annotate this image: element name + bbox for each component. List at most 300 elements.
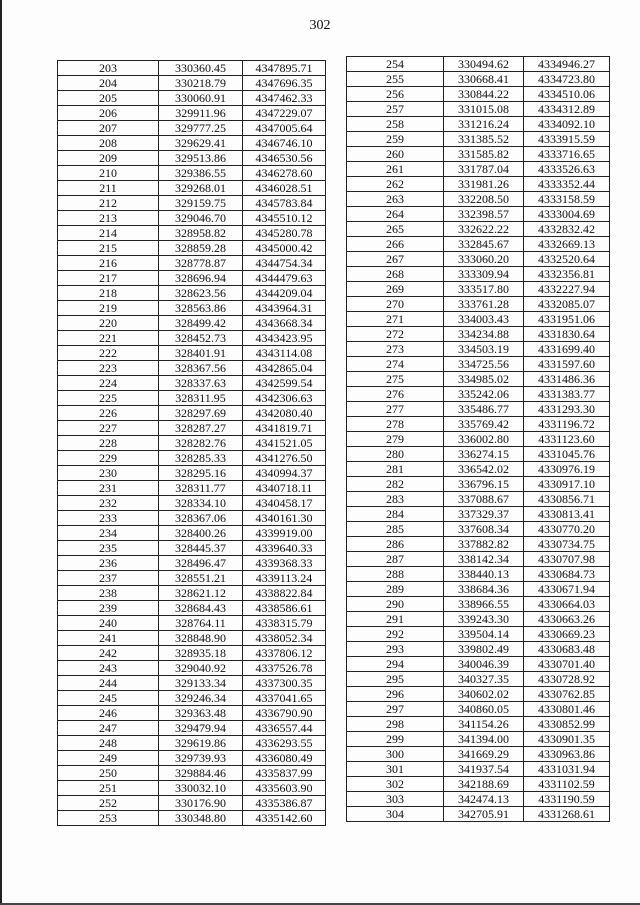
x-coordinate-cell: 328452.73 xyxy=(159,331,243,346)
point-number-cell: 282 xyxy=(347,477,444,492)
x-coordinate-cell: 333060.20 xyxy=(444,252,524,267)
table-row xyxy=(347,207,610,222)
point-number-cell: 275 xyxy=(347,372,444,387)
x-coordinate-cell: 330176.90 xyxy=(159,796,243,811)
table-row xyxy=(58,406,326,421)
y-coordinate-cell: 4330901.35 xyxy=(524,732,610,747)
y-coordinate-cell: 4334946.27 xyxy=(524,57,610,72)
table-row xyxy=(347,402,610,417)
x-coordinate-cell: 339243.30 xyxy=(444,612,524,627)
table-row xyxy=(347,312,610,327)
x-coordinate-cell: 328367.56 xyxy=(159,361,243,376)
table-row xyxy=(58,451,326,466)
x-coordinate-cell: 329884.46 xyxy=(159,766,243,781)
x-coordinate-cell: 340602.02 xyxy=(444,687,524,702)
point-number-cell: 298 xyxy=(347,717,444,732)
y-coordinate-cell: 4331031.94 xyxy=(524,762,610,777)
table-row xyxy=(347,267,610,282)
coordinate-table-left xyxy=(57,60,326,826)
table-row xyxy=(58,226,326,241)
x-coordinate-cell: 333309.94 xyxy=(444,267,524,282)
table-row xyxy=(58,316,326,331)
table-row xyxy=(58,721,326,736)
y-coordinate-cell: 4335142.60 xyxy=(243,811,326,826)
y-coordinate-cell: 4332832.42 xyxy=(524,222,610,237)
coordinate-table-right xyxy=(346,56,610,822)
table-row xyxy=(347,702,610,717)
point-number-cell: 254 xyxy=(347,57,444,72)
x-coordinate-cell: 329629.41 xyxy=(159,136,243,151)
table-row xyxy=(347,627,610,642)
table-row xyxy=(58,466,326,481)
x-coordinate-cell: 328684.43 xyxy=(159,601,243,616)
x-coordinate-cell: 330844.22 xyxy=(444,87,524,102)
table-row xyxy=(58,496,326,511)
x-coordinate-cell: 328778.87 xyxy=(159,256,243,271)
y-coordinate-cell: 4337526.78 xyxy=(243,661,326,676)
y-coordinate-cell: 4340161.30 xyxy=(243,511,326,526)
y-coordinate-cell: 4330917.10 xyxy=(524,477,610,492)
point-number-cell: 250 xyxy=(58,766,159,781)
point-number-cell: 273 xyxy=(347,342,444,357)
point-number-cell: 233 xyxy=(58,511,159,526)
table-row xyxy=(347,807,610,822)
table-row xyxy=(347,237,610,252)
point-number-cell: 286 xyxy=(347,537,444,552)
x-coordinate-cell: 329046.70 xyxy=(159,211,243,226)
point-number-cell: 272 xyxy=(347,327,444,342)
y-coordinate-cell: 4339368.33 xyxy=(243,556,326,571)
point-number-cell: 243 xyxy=(58,661,159,676)
table-row xyxy=(347,507,610,522)
y-coordinate-cell: 4330671.94 xyxy=(524,582,610,597)
x-coordinate-cell: 329739.93 xyxy=(159,751,243,766)
point-number-cell: 295 xyxy=(347,672,444,687)
point-number-cell: 277 xyxy=(347,402,444,417)
x-coordinate-cell: 334985.02 xyxy=(444,372,524,387)
table-row xyxy=(347,417,610,432)
y-coordinate-cell: 4346278.60 xyxy=(243,166,326,181)
point-number-cell: 208 xyxy=(58,136,159,151)
x-coordinate-cell: 329386.55 xyxy=(159,166,243,181)
point-number-cell: 242 xyxy=(58,646,159,661)
x-coordinate-cell: 339504.14 xyxy=(444,627,524,642)
x-coordinate-cell: 328496.47 xyxy=(159,556,243,571)
point-number-cell: 220 xyxy=(58,316,159,331)
table-row xyxy=(347,72,610,87)
table-row xyxy=(58,811,326,826)
y-coordinate-cell: 4331486.36 xyxy=(524,372,610,387)
x-coordinate-cell: 328859.28 xyxy=(159,241,243,256)
table-row xyxy=(347,597,610,612)
y-coordinate-cell: 4330976.19 xyxy=(524,462,610,477)
x-coordinate-cell: 330668.41 xyxy=(444,72,524,87)
table-row xyxy=(347,87,610,102)
point-number-cell: 235 xyxy=(58,541,159,556)
y-coordinate-cell: 4332356.81 xyxy=(524,267,610,282)
x-coordinate-cell: 342474.13 xyxy=(444,792,524,807)
point-number-cell: 224 xyxy=(58,376,159,391)
point-number-cell: 257 xyxy=(347,102,444,117)
x-coordinate-cell: 330218.79 xyxy=(159,76,243,91)
table-row xyxy=(347,447,610,462)
x-coordinate-cell: 328563.86 xyxy=(159,301,243,316)
table-row xyxy=(347,192,610,207)
x-coordinate-cell: 337608.34 xyxy=(444,522,524,537)
table-row xyxy=(347,762,610,777)
table-row xyxy=(58,241,326,256)
table-row xyxy=(347,747,610,762)
y-coordinate-cell: 4346028.51 xyxy=(243,181,326,196)
table-row xyxy=(58,181,326,196)
table-row xyxy=(58,481,326,496)
table-row xyxy=(58,751,326,766)
point-number-cell: 219 xyxy=(58,301,159,316)
point-number-cell: 255 xyxy=(347,72,444,87)
point-number-cell: 225 xyxy=(58,391,159,406)
point-number-cell: 237 xyxy=(58,571,159,586)
point-number-cell: 284 xyxy=(347,507,444,522)
point-number-cell: 271 xyxy=(347,312,444,327)
point-number-cell: 287 xyxy=(347,552,444,567)
y-coordinate-cell: 4335837.99 xyxy=(243,766,326,781)
x-coordinate-cell: 329479.94 xyxy=(159,721,243,736)
x-coordinate-cell: 333517.80 xyxy=(444,282,524,297)
x-coordinate-cell: 328764.11 xyxy=(159,616,243,631)
x-coordinate-cell: 328282.76 xyxy=(159,436,243,451)
point-number-cell: 264 xyxy=(347,207,444,222)
point-number-cell: 270 xyxy=(347,297,444,312)
y-coordinate-cell: 4341819.71 xyxy=(243,421,326,436)
y-coordinate-cell: 4330734.75 xyxy=(524,537,610,552)
point-number-cell: 265 xyxy=(347,222,444,237)
x-coordinate-cell: 329777.25 xyxy=(159,121,243,136)
table-row xyxy=(58,511,326,526)
point-number-cell: 251 xyxy=(58,781,159,796)
y-coordinate-cell: 4335603.90 xyxy=(243,781,326,796)
point-number-cell: 288 xyxy=(347,567,444,582)
x-coordinate-cell: 331787.04 xyxy=(444,162,524,177)
table-row xyxy=(58,76,326,91)
table-row xyxy=(58,616,326,631)
table-row xyxy=(58,676,326,691)
table-row xyxy=(347,102,610,117)
point-number-cell: 241 xyxy=(58,631,159,646)
x-coordinate-cell: 330494.62 xyxy=(444,57,524,72)
x-coordinate-cell: 337088.67 xyxy=(444,492,524,507)
y-coordinate-cell: 4338315.79 xyxy=(243,616,326,631)
x-coordinate-cell: 332845.67 xyxy=(444,237,524,252)
y-coordinate-cell: 4339640.33 xyxy=(243,541,326,556)
table-row xyxy=(58,526,326,541)
point-number-cell: 232 xyxy=(58,496,159,511)
y-coordinate-cell: 4341276.50 xyxy=(243,451,326,466)
x-coordinate-cell: 330060.91 xyxy=(159,91,243,106)
table-row xyxy=(58,646,326,661)
y-coordinate-cell: 4347005.64 xyxy=(243,121,326,136)
point-number-cell: 278 xyxy=(347,417,444,432)
y-coordinate-cell: 4330963.86 xyxy=(524,747,610,762)
y-coordinate-cell: 4331196.72 xyxy=(524,417,610,432)
table-row xyxy=(347,177,610,192)
x-coordinate-cell: 334234.88 xyxy=(444,327,524,342)
table-row xyxy=(347,687,610,702)
point-number-cell: 236 xyxy=(58,556,159,571)
point-number-cell: 217 xyxy=(58,271,159,286)
x-coordinate-cell: 328287.27 xyxy=(159,421,243,436)
x-coordinate-cell: 338142.34 xyxy=(444,552,524,567)
y-coordinate-cell: 4330707.98 xyxy=(524,552,610,567)
y-coordinate-cell: 4330683.48 xyxy=(524,642,610,657)
x-coordinate-cell: 328334.10 xyxy=(159,496,243,511)
point-number-cell: 203 xyxy=(58,61,159,76)
point-number-cell: 230 xyxy=(58,466,159,481)
point-number-cell: 304 xyxy=(347,807,444,822)
table-row xyxy=(347,342,610,357)
y-coordinate-cell: 4336080.49 xyxy=(243,751,326,766)
point-number-cell: 238 xyxy=(58,586,159,601)
table-row xyxy=(58,151,326,166)
y-coordinate-cell: 4336293.55 xyxy=(243,736,326,751)
table-row xyxy=(58,541,326,556)
point-number-cell: 204 xyxy=(58,76,159,91)
x-coordinate-cell: 329246.34 xyxy=(159,691,243,706)
table-row xyxy=(347,222,610,237)
table-row xyxy=(58,691,326,706)
table-row xyxy=(58,196,326,211)
y-coordinate-cell: 4330664.03 xyxy=(524,597,610,612)
table-row xyxy=(58,601,326,616)
point-number-cell: 216 xyxy=(58,256,159,271)
table-row xyxy=(347,462,610,477)
table-row xyxy=(347,327,610,342)
x-coordinate-cell: 339802.49 xyxy=(444,642,524,657)
point-number-cell: 218 xyxy=(58,286,159,301)
table-row xyxy=(58,376,326,391)
x-coordinate-cell: 328623.56 xyxy=(159,286,243,301)
y-coordinate-cell: 4333716.65 xyxy=(524,147,610,162)
point-number-cell: 267 xyxy=(347,252,444,267)
table-row xyxy=(58,436,326,451)
x-coordinate-cell: 328311.95 xyxy=(159,391,243,406)
point-number-cell: 223 xyxy=(58,361,159,376)
y-coordinate-cell: 4334510.06 xyxy=(524,87,610,102)
point-number-cell: 268 xyxy=(347,267,444,282)
y-coordinate-cell: 4345000.42 xyxy=(243,241,326,256)
y-coordinate-cell: 4340994.37 xyxy=(243,466,326,481)
y-coordinate-cell: 4346530.56 xyxy=(243,151,326,166)
point-number-cell: 248 xyxy=(58,736,159,751)
point-number-cell: 261 xyxy=(347,162,444,177)
point-number-cell: 290 xyxy=(347,597,444,612)
y-coordinate-cell: 4334092.10 xyxy=(524,117,610,132)
point-number-cell: 214 xyxy=(58,226,159,241)
y-coordinate-cell: 4342865.04 xyxy=(243,361,326,376)
point-number-cell: 301 xyxy=(347,762,444,777)
point-number-cell: 234 xyxy=(58,526,159,541)
table-row xyxy=(347,282,610,297)
y-coordinate-cell: 4330852.99 xyxy=(524,717,610,732)
table-row xyxy=(58,106,326,121)
table-row xyxy=(58,121,326,136)
y-coordinate-cell: 4331102.59 xyxy=(524,777,610,792)
x-coordinate-cell: 342188.69 xyxy=(444,777,524,792)
table-row xyxy=(347,657,610,672)
point-number-cell: 263 xyxy=(347,192,444,207)
x-coordinate-cell: 328551.21 xyxy=(159,571,243,586)
y-coordinate-cell: 4336790.90 xyxy=(243,706,326,721)
point-number-cell: 246 xyxy=(58,706,159,721)
y-coordinate-cell: 4337806.12 xyxy=(243,646,326,661)
y-coordinate-cell: 4330813.41 xyxy=(524,507,610,522)
x-coordinate-cell: 341669.29 xyxy=(444,747,524,762)
y-coordinate-cell: 4332669.13 xyxy=(524,237,610,252)
y-coordinate-cell: 4337041.65 xyxy=(243,691,326,706)
y-coordinate-cell: 4333915.59 xyxy=(524,132,610,147)
x-coordinate-cell: 340860.05 xyxy=(444,702,524,717)
point-number-cell: 206 xyxy=(58,106,159,121)
y-coordinate-cell: 4331830.64 xyxy=(524,327,610,342)
x-coordinate-cell: 332398.57 xyxy=(444,207,524,222)
point-number-cell: 276 xyxy=(347,387,444,402)
table-row xyxy=(347,492,610,507)
table-row xyxy=(58,211,326,226)
y-coordinate-cell: 4331951.06 xyxy=(524,312,610,327)
x-coordinate-cell: 328367.06 xyxy=(159,511,243,526)
y-coordinate-cell: 4347696.35 xyxy=(243,76,326,91)
table-row xyxy=(347,717,610,732)
y-coordinate-cell: 4338822.84 xyxy=(243,586,326,601)
table-row xyxy=(58,586,326,601)
table-row xyxy=(347,567,610,582)
point-number-cell: 279 xyxy=(347,432,444,447)
x-coordinate-cell: 334503.19 xyxy=(444,342,524,357)
point-number-cell: 205 xyxy=(58,91,159,106)
y-coordinate-cell: 4339113.24 xyxy=(243,571,326,586)
table-row xyxy=(58,136,326,151)
point-number-cell: 228 xyxy=(58,436,159,451)
x-coordinate-cell: 332622.22 xyxy=(444,222,524,237)
x-coordinate-cell: 338684.36 xyxy=(444,582,524,597)
scan-edge-left xyxy=(0,0,2,905)
point-number-cell: 247 xyxy=(58,721,159,736)
y-coordinate-cell: 4330762.85 xyxy=(524,687,610,702)
y-coordinate-cell: 4334723.80 xyxy=(524,72,610,87)
point-number-cell: 300 xyxy=(347,747,444,762)
point-number-cell: 229 xyxy=(58,451,159,466)
x-coordinate-cell: 328285.33 xyxy=(159,451,243,466)
y-coordinate-cell: 4332520.64 xyxy=(524,252,610,267)
x-coordinate-cell: 332208.50 xyxy=(444,192,524,207)
point-number-cell: 227 xyxy=(58,421,159,436)
point-number-cell: 285 xyxy=(347,522,444,537)
point-number-cell: 283 xyxy=(347,492,444,507)
y-coordinate-cell: 4332085.07 xyxy=(524,297,610,312)
table-row xyxy=(347,552,610,567)
x-coordinate-cell: 331585.82 xyxy=(444,147,524,162)
y-coordinate-cell: 4331268.61 xyxy=(524,807,610,822)
y-coordinate-cell: 4345280.78 xyxy=(243,226,326,241)
x-coordinate-cell: 340327.35 xyxy=(444,672,524,687)
y-coordinate-cell: 4344754.34 xyxy=(243,256,326,271)
point-number-cell: 258 xyxy=(347,117,444,132)
table-row xyxy=(58,661,326,676)
y-coordinate-cell: 4331383.77 xyxy=(524,387,610,402)
y-coordinate-cell: 4332227.94 xyxy=(524,282,610,297)
point-number-cell: 303 xyxy=(347,792,444,807)
point-number-cell: 299 xyxy=(347,732,444,747)
x-coordinate-cell: 338440.13 xyxy=(444,567,524,582)
x-coordinate-cell: 335769.42 xyxy=(444,417,524,432)
y-coordinate-cell: 4343114.08 xyxy=(243,346,326,361)
x-coordinate-cell: 336796.15 xyxy=(444,477,524,492)
x-coordinate-cell: 337329.37 xyxy=(444,507,524,522)
point-number-cell: 221 xyxy=(58,331,159,346)
table-row xyxy=(58,271,326,286)
table-row xyxy=(58,421,326,436)
point-number-cell: 210 xyxy=(58,166,159,181)
x-coordinate-cell: 338966.55 xyxy=(444,597,524,612)
x-coordinate-cell: 329159.75 xyxy=(159,196,243,211)
table-row xyxy=(58,631,326,646)
table-row xyxy=(58,556,326,571)
point-number-cell: 269 xyxy=(347,282,444,297)
y-coordinate-cell: 4343423.95 xyxy=(243,331,326,346)
table-row xyxy=(347,582,610,597)
y-coordinate-cell: 4344479.63 xyxy=(243,271,326,286)
table-row xyxy=(58,361,326,376)
y-coordinate-cell: 4330856.71 xyxy=(524,492,610,507)
point-number-cell: 226 xyxy=(58,406,159,421)
point-number-cell: 294 xyxy=(347,657,444,672)
x-coordinate-cell: 331981.26 xyxy=(444,177,524,192)
x-coordinate-cell: 328297.69 xyxy=(159,406,243,421)
y-coordinate-cell: 4330801.46 xyxy=(524,702,610,717)
y-coordinate-cell: 4347229.07 xyxy=(243,106,326,121)
table-row xyxy=(347,522,610,537)
y-coordinate-cell: 4337300.35 xyxy=(243,676,326,691)
x-coordinate-cell: 337882.82 xyxy=(444,537,524,552)
x-coordinate-cell: 336542.02 xyxy=(444,462,524,477)
point-number-cell: 274 xyxy=(347,357,444,372)
point-number-cell: 289 xyxy=(347,582,444,597)
x-coordinate-cell: 340046.39 xyxy=(444,657,524,672)
table-row xyxy=(58,286,326,301)
y-coordinate-cell: 4334312.89 xyxy=(524,102,610,117)
x-coordinate-cell: 328848.90 xyxy=(159,631,243,646)
point-number-cell: 211 xyxy=(58,181,159,196)
x-coordinate-cell: 328958.82 xyxy=(159,226,243,241)
x-coordinate-cell: 333761.28 xyxy=(444,297,524,312)
y-coordinate-cell: 4342306.63 xyxy=(243,391,326,406)
y-coordinate-cell: 4333004.69 xyxy=(524,207,610,222)
x-coordinate-cell: 329619.86 xyxy=(159,736,243,751)
x-coordinate-cell: 328401.91 xyxy=(159,346,243,361)
point-number-cell: 293 xyxy=(347,642,444,657)
x-coordinate-cell: 335242.06 xyxy=(444,387,524,402)
y-coordinate-cell: 4340718.11 xyxy=(243,481,326,496)
table-row xyxy=(58,166,326,181)
x-coordinate-cell: 329040.92 xyxy=(159,661,243,676)
table-row xyxy=(347,477,610,492)
table-row xyxy=(58,256,326,271)
point-number-cell: 240 xyxy=(58,616,159,631)
point-number-cell: 296 xyxy=(347,687,444,702)
table-row xyxy=(347,162,610,177)
x-coordinate-cell: 330360.45 xyxy=(159,61,243,76)
point-number-cell: 249 xyxy=(58,751,159,766)
point-number-cell: 260 xyxy=(347,147,444,162)
